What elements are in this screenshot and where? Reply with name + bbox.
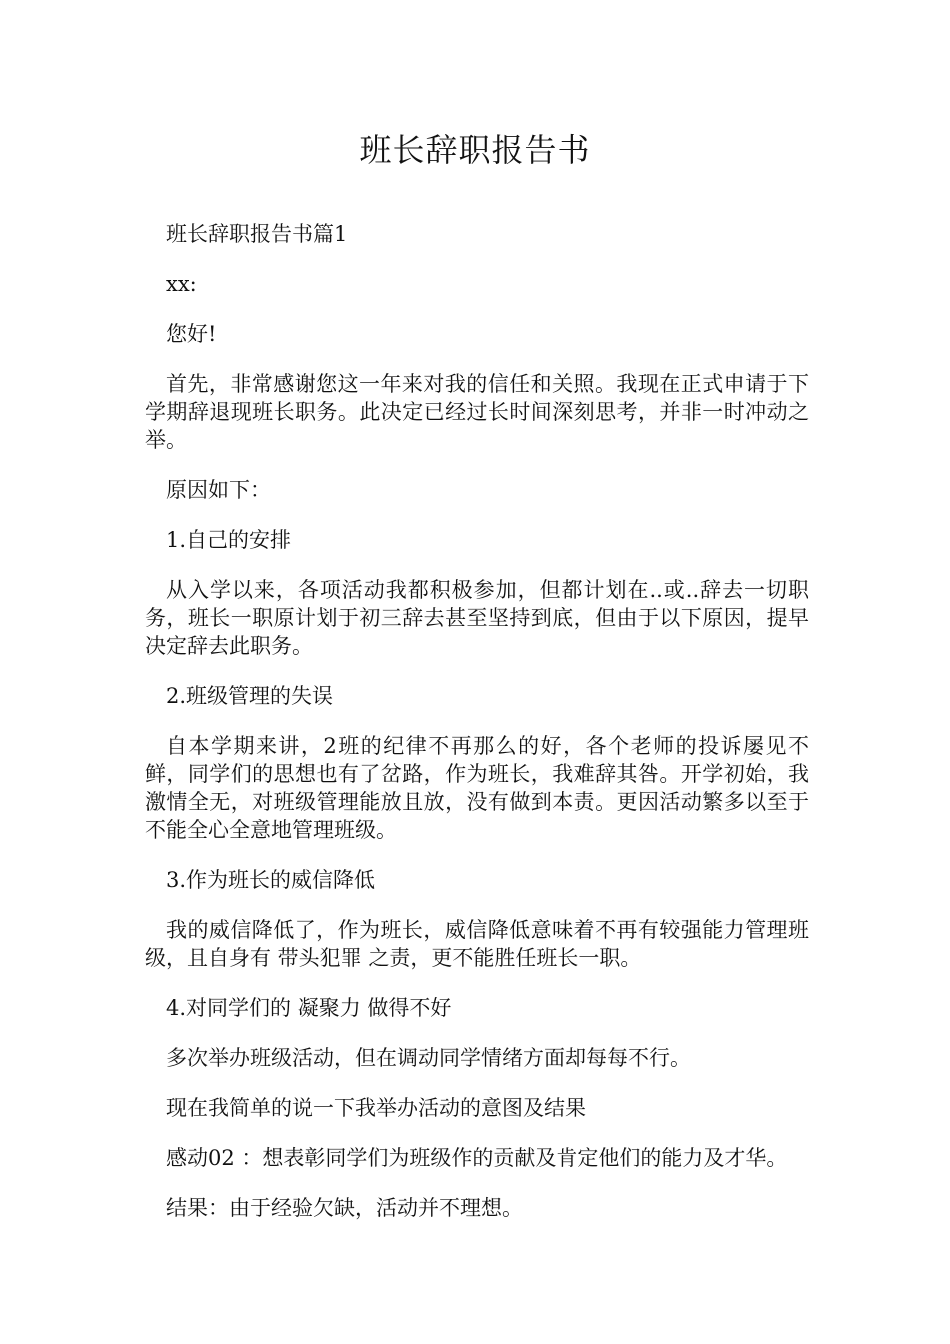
paragraph-reasons-label: 原因如下： <box>166 478 271 502</box>
paragraph-reason-4-body: 多次举办班级活动，但在调动同学情绪方面却每每不行。 <box>166 1046 691 1070</box>
document-body <box>145 220 809 1244</box>
paragraph-heading: 班长辞职报告书篇1 <box>166 222 348 246</box>
document-title: 班长辞职报告书 <box>359 131 591 169</box>
paragraph-intro: 首先，非常感谢您这一年来对我的信任和关照。我现在正式申请于下学期辞退现班长职务。此决定已经过长时间深刻思考，并非一时冲动之举。 <box>145 372 809 452</box>
paragraph-activity-1: 感动02 ：想表彰同学们为班级作的贡献及肯定他们的能力及才华。 <box>166 1146 788 1170</box>
paragraph-activities-intro: 现在我简单的说一下我举办活动的意图及结果 <box>166 1096 586 1120</box>
paragraph-reason-3-title: 3.作为班长的威信降低 <box>166 868 376 892</box>
paragraph-reason-2-body: 自本学期来讲，2班的纪律不再那么的好，各个老师的投诉屡见不鲜，同学们的思想也有了岔路，作为班长，我难辞其咎。开学初始，我激情全无，对班级管理能放且放，没有做到本责。更因活动繁多以至于不能全心全意地管理班级。 <box>145 734 809 842</box>
paragraph-greeting: 您好! <box>166 322 217 346</box>
paragraph-reason-4-title: 4.对同学们的 凝聚力 做得不好 <box>166 996 452 1020</box>
paragraph-addressee: xx: <box>166 272 197 296</box>
paragraph-reason-1-title: 1.自己的安排 <box>166 528 292 552</box>
paragraph-activity-1-result: 结果：由于经验欠缺，活动并不理想。 <box>166 1196 523 1220</box>
paragraph-reason-3-body: 我的威信降低了，作为班长，威信降低意味着不再有较强能力管理班级，且自身有 带头犯罪 之责，更不能胜任班长一职。 <box>145 918 809 970</box>
paragraph-reason-1-body: 从入学以来，各项活动我都积极参加，但都计划在..或..辞去一切职务，班长一职原计划于初三辞去甚至坚持到底，但由于以下原因，提早决定辞去此职务。 <box>145 578 809 658</box>
paragraph-reason-2-title: 2.班级管理的失误 <box>166 684 334 708</box>
